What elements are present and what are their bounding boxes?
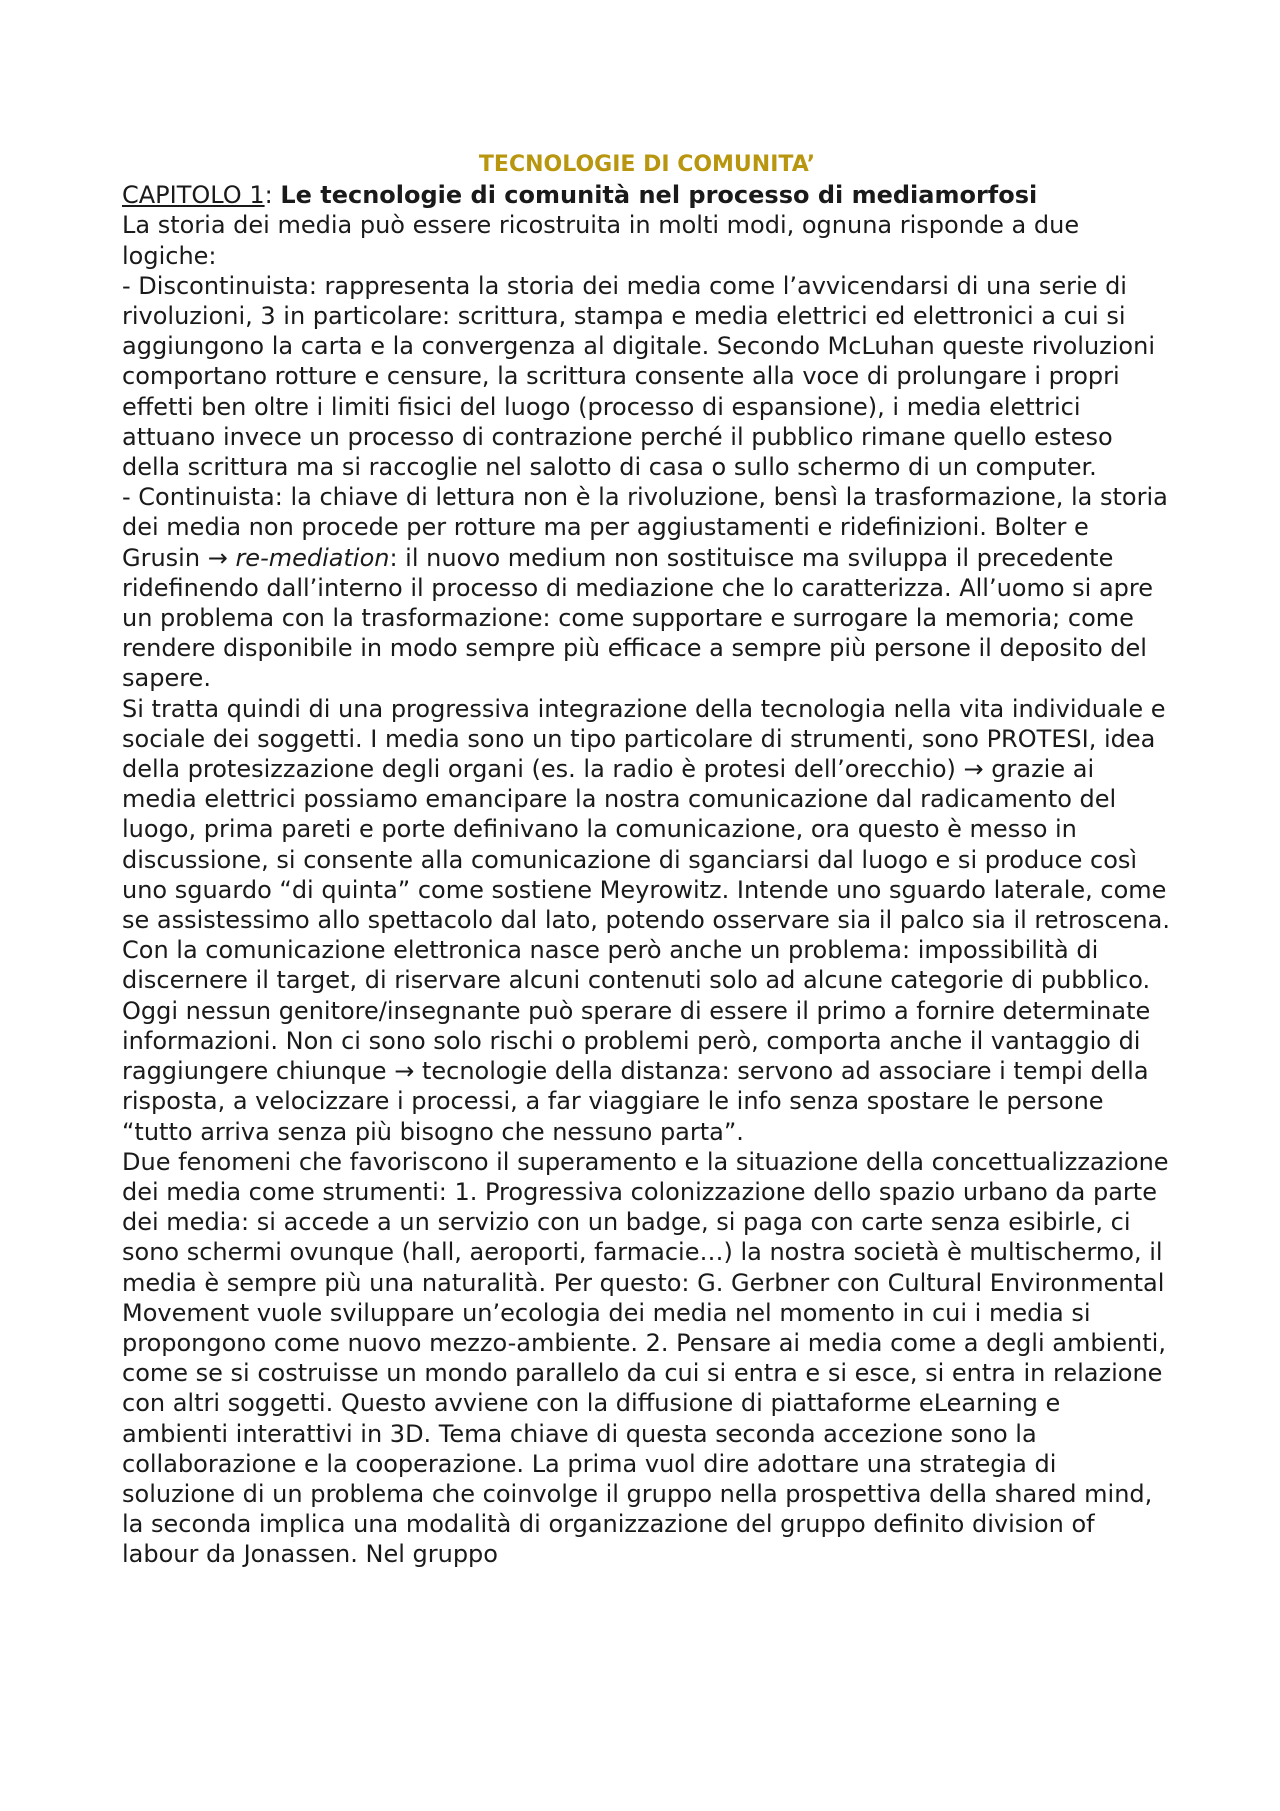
paragraph-comunicazione-elettronica: Con la comunicazione elettronica nasce però anche un problema: impossibilità di discernere il target, di riservare alcuni contenuti solo ad alcune categorie di pubblico. Oggi nessun genitore/insegnante può sperare di essere il primo a fornire determinate informazioni. Non ci sono solo rischi o problemi però, comporta anche il vantaggio di raggiungere chiunque → tecnologie della distanza: servono ad associare i tempi della risposta, a velocizzare i processi, a far viaggiare le info senza spostare le persone “tutto arriva senza più bisogno che nessuno parta”.	[122, 936, 1151, 1146]
paragraph-discontinuista: - Discontinuista: rappresenta la storia dei media come l’avvicendarsi di una serie di rivoluzioni, 3 in particolare: scrittura, stampa e media elettrici ed elettronici a cui si aggiungono la carta e la convergenza al digitale. Secondo McLuhan queste rivoluzioni comportano rotture e censure, la scrittura consente alla voce di prolungare i propri effetti ben oltre i limiti fisici del luogo (processo di espansione), i media elettrici attuano invece un processo di contrazione perché il pubblico rimane quello esteso della scrittura ma si raccoglie nel salotto di casa o sullo schermo di un computer.	[122, 271, 1155, 482]
remediation-term: re-mediation	[235, 543, 390, 572]
paragraph-continuista	[122, 482, 1172, 693]
paragraph-intro: La storia dei media può essere ricostruita in molti modi, ognuna risponde a due logiche:	[122, 211, 1080, 270]
paragraph-due-fenomeni: Due fenomeni che favoriscono il superamento e la situazione della concettualizzazione dei media come strumenti: 1. Progressiva colonizzazione dello spazio urbano da parte dei media: si accede a un servizio con un badge, si paga con carte senza esibirle, ci sono schermi ovunque (hall, aeroporti, farmacie…) la nostra società è multischermo, il media è sempre più una naturalità. Per questo: G. Gerbner con Cultural Environmental Movement vuole sviluppare un’ecologia dei media nel momento in cui i media si propongono come nuovo mezzo-ambiente. 2. Pensare ai media come a degli ambienti, come se si costruisse un mondo parallelo da cui si entra e si esce, si entra in relazione con altri soggetti. Questo avviene con la diffusione di piattaforme eLearning e ambienti interattivi in 3D. Tema chiave di questa seconda accezione sono la collaborazione e la cooperazione. La prima vuol dire adottare una strategia di soluzione di un problema che coinvolge il gruppo nella prospettiva della shared mind, la seconda implica una modalità di organizzazione del gruppo definito division of labour da Jonassen. Nel gruppo	[122, 1147, 1169, 1569]
paragraph-protesi: Si tratta quindi di una progressiva integrazione della tecnologia nella vita individuale e sociale dei soggetti. I media sono un tipo particolare di strumenti, sono PROTESI, idea della protesizzazione degli organi (es. la radio è protesi dell’orecchio) → grazie ai media elettrici possiamo emancipare la nostra comunicazione dal radicamento del luogo, prima pareti e porte definivano la comunicazione, ora questo è messo in discussione, si consente alla comunicazione di sganciarsi dal luogo e si produce così uno sguardo “di quinta” come sostiene Meyrowitz. Intende uno sguardo laterale, come se assistessimo allo spettacolo dal lato, potendo osservare sia il palco sia il retroscena.	[122, 694, 1170, 935]
document-page	[122, 150, 1172, 1570]
chapter-label: CAPITOLO 1	[122, 181, 265, 210]
chapter-title: Le tecnologie di comunità nel processo di mediamorfosi	[280, 181, 1038, 210]
paragraph-continuista-part-b: : il nuovo medium non sostituisce ma sviluppa il precedente ridefinendo dall’interno il processo di mediazione che lo caratterizza. All’uomo si apre un problema con la trasformazione: come supportare e surrogare la memoria; come rendere disponibile in modo sempre più efficace a sempre più persone il deposito del sapere.	[122, 543, 1154, 693]
chapter-heading	[122, 180, 1172, 210]
chapter-separator: :	[264, 181, 281, 210]
document-title: TECNOLOGIE DI COMUNITA’	[478, 152, 816, 177]
paragraph-continuista-part-a: - Continuista: la chiave di lettura non è la rivoluzione, bensì la trasformazione, la storia dei media non procede per rotture ma per aggiustamenti e ridefinizioni. Bolter e Grusin →	[122, 483, 1168, 572]
